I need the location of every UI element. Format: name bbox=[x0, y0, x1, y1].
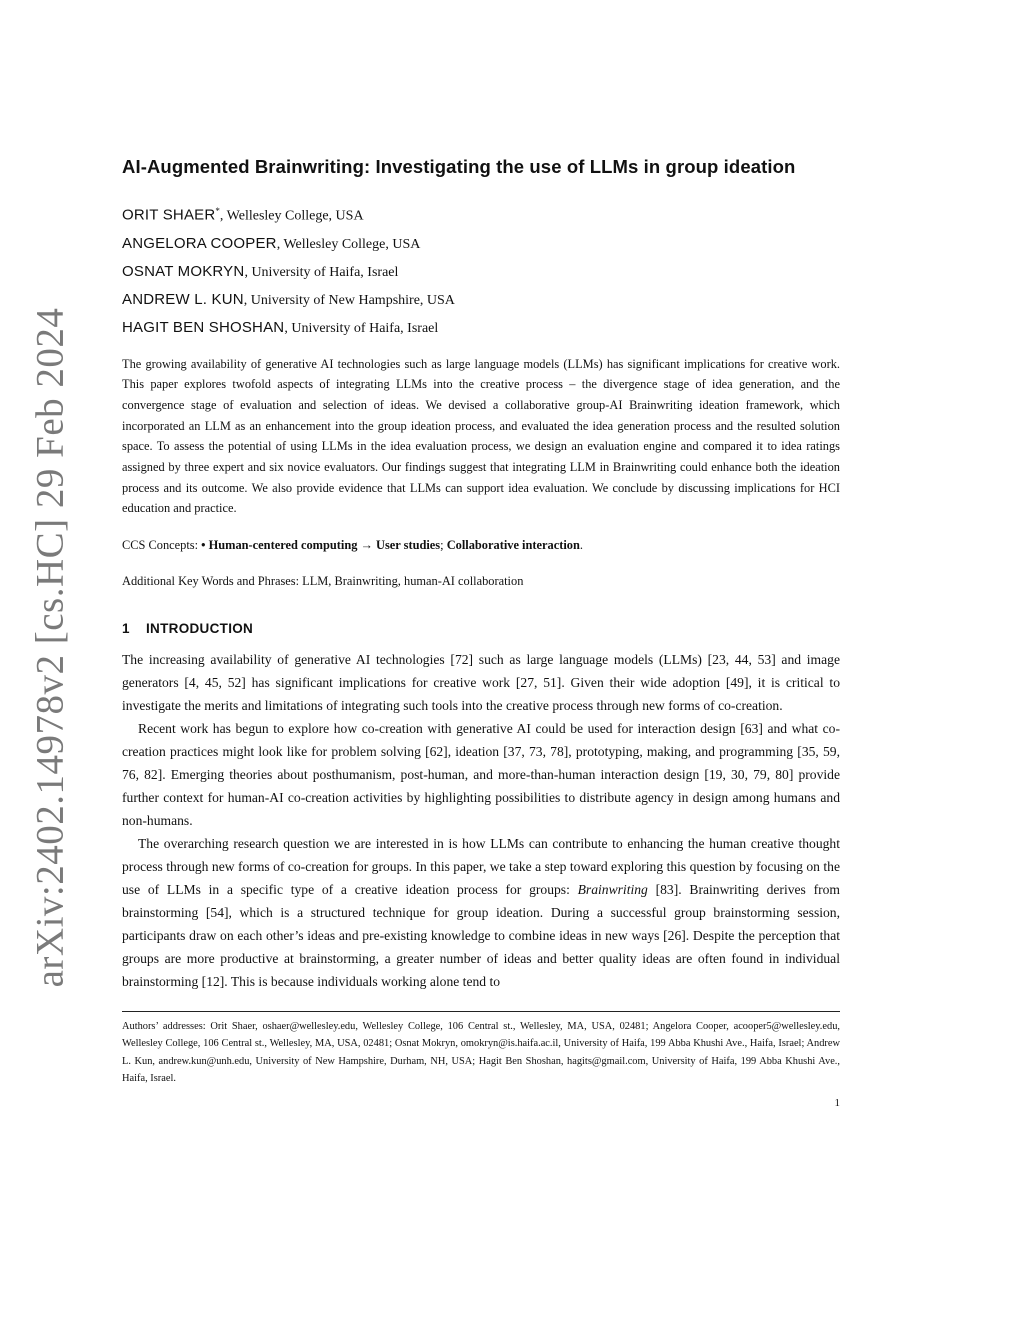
author-name: ANGELORA COOPER bbox=[122, 234, 277, 252]
ccs-concept-secondary: Collaborative interaction bbox=[446, 538, 580, 553]
author-affiliation: , Wellesley College, USA bbox=[276, 236, 421, 252]
author-name: ANDREW L. KUN bbox=[122, 290, 244, 308]
ccs-concepts bbox=[122, 535, 840, 555]
abstract: The growing availability of generative AI technologies such as large language models (LLMs) has significant implications for creative work. This paper explores twofold aspects of integrating LLMs into the creative process – the divergence stage of idea generation, and the convergence stage of evaluation and selection of ideas. We devised a collaborative group-AI Brainwriting ideation framework, which incorporated an LLM as an enhancement into the group ideation process, and evaluated the idea generation process and the resulted solution space. To assess the potential of using LLMs in the idea evaluation process, we design an evaluation engine and compared it to idea ratings assigned by three expert and six novice evaluators. Our findings suggest that integrating LLM in Brainwriting could enhance both the ideation process and its outcome. We also provide evidence that LLMs can support idea evaluation. We conclude by discussing implications for HCI education and practice. bbox=[122, 356, 840, 516]
intro-paragraph-3-start: The overarching research question we are interested in is how LLMs can contribute to enhancing the human creative thought process through new forms of co-creation for groups. In this paper, we take a step toward exploring this question by focusing on the use of LLMs in a specific type of a creative ideation process for groups: bbox=[122, 836, 840, 898]
author-entry bbox=[122, 286, 840, 314]
paper-title: AI-Augmented Brainwriting: Investigating the use of LLMs in group ideation bbox=[122, 156, 796, 177]
ccs-separator: ; bbox=[440, 538, 447, 553]
section-title: INTRODUCTION bbox=[146, 621, 254, 637]
author-affiliation: , University of Haifa, Israel bbox=[244, 264, 399, 280]
author-entry bbox=[122, 198, 840, 230]
author-name: ORIT SHAER bbox=[122, 206, 216, 224]
ccs-concept-primary: Human-centered computing → User studies bbox=[208, 538, 441, 553]
author-name: OSNAT MOKRYN bbox=[122, 262, 245, 280]
intro-paragraph-1: The increasing availability of generative AI technologies [72] such as large language models (LLMs) [23, 44, 53] and image generators [4, 45, 52] has significant implications for creative work [27, 51]. Given their wide adoption [49], it is critical to investigate the merits and limitations of integrating such tools into the creative process through new forms of co-creation. bbox=[122, 652, 840, 714]
brainwriting-term: Brainwriting bbox=[577, 882, 648, 898]
author-affiliation: , University of Haifa, Israel bbox=[284, 320, 439, 336]
author-list bbox=[122, 198, 840, 342]
section-heading bbox=[122, 621, 840, 636]
keywords: Additional Key Words and Phrases: LLM, Brainwriting, human-AI collaboration bbox=[122, 574, 524, 589]
author-entry bbox=[122, 258, 840, 286]
intro-paragraph-3-end: [83]. Brainwriting derives from brainstorming [54], which is a structured technique for group ideation. During a successful group brainstorming session, participants draw on each other’s ideas and pre-existing knowledge to combine ideas in new ways [26]. Despite the perception that groups are more productive at brainstorming, a greater number of ideas and better quality ideas are often found in individual brainstorming [12]. This is because individuals working alone tend to bbox=[122, 882, 841, 990]
author-entry bbox=[122, 230, 840, 258]
author-entry bbox=[122, 314, 840, 342]
intro-paragraph-3 bbox=[122, 832, 840, 993]
arxiv-identifier-stamp bbox=[28, 307, 72, 987]
section-number: 1 bbox=[122, 621, 130, 637]
ccs-bullet: • bbox=[201, 538, 209, 553]
footnote-divider bbox=[122, 1011, 840, 1012]
ccs-end: . bbox=[579, 538, 583, 553]
authors-addresses-footnote: Authors’ addresses: Orit Shaer, oshaer@wellesley.edu, Wellesley College, 106 Central st., Wellesley, MA, USA, 02481; Angelora Cooper, acooper5@wellesley.edu, Wellesley College, 106 Central st., Wellesley, MA, USA, 02481; Osnat Mokryn, omokryn@is.haifa.ac.il, University of Haifa, 199 Abba Khushi Ave., Haifa, Israel; Andrew L. Kun, andrew.kun@unh.edu, University of New Hampshire, Durham, NH, USA; Hagit Ben Shoshan, hagits@gmail.com, University of Haifa, 199 Abba Khushi Ave., Haifa, Israel. bbox=[122, 1021, 840, 1085]
intro-paragraph-2: Recent work has begun to explore how co-creation with generative AI could be used for interaction design [63] and what co-creation practices might look like for problem solving [62], ideation [37, 73, 78], prototyping, making, and programming [35, 59, 76, 82]. Emerging theories about posthumanism, post-human, and more-than-human interaction design [19, 30, 79, 80] provide further context for human-AI co-creation activities by highlighting possibilities to distribute agency in design among humans and non-humans. bbox=[122, 721, 840, 829]
author-affiliation: , University of New Hampshire, USA bbox=[243, 292, 455, 308]
ccs-label: CCS Concepts: bbox=[122, 538, 202, 553]
author-affiliation: , Wellesley College, USA bbox=[219, 208, 364, 224]
corresponding-author-mark: * bbox=[215, 206, 220, 216]
paper-page bbox=[122, 150, 840, 1109]
page-number: 1 bbox=[834, 1097, 840, 1110]
author-name: HAGIT BEN SHOSHAN bbox=[122, 318, 285, 336]
arxiv-identifier-text: arXiv:2402.14978v2 [cs.HC] 29 Feb 2024 bbox=[28, 307, 72, 987]
introduction-body bbox=[122, 648, 840, 993]
